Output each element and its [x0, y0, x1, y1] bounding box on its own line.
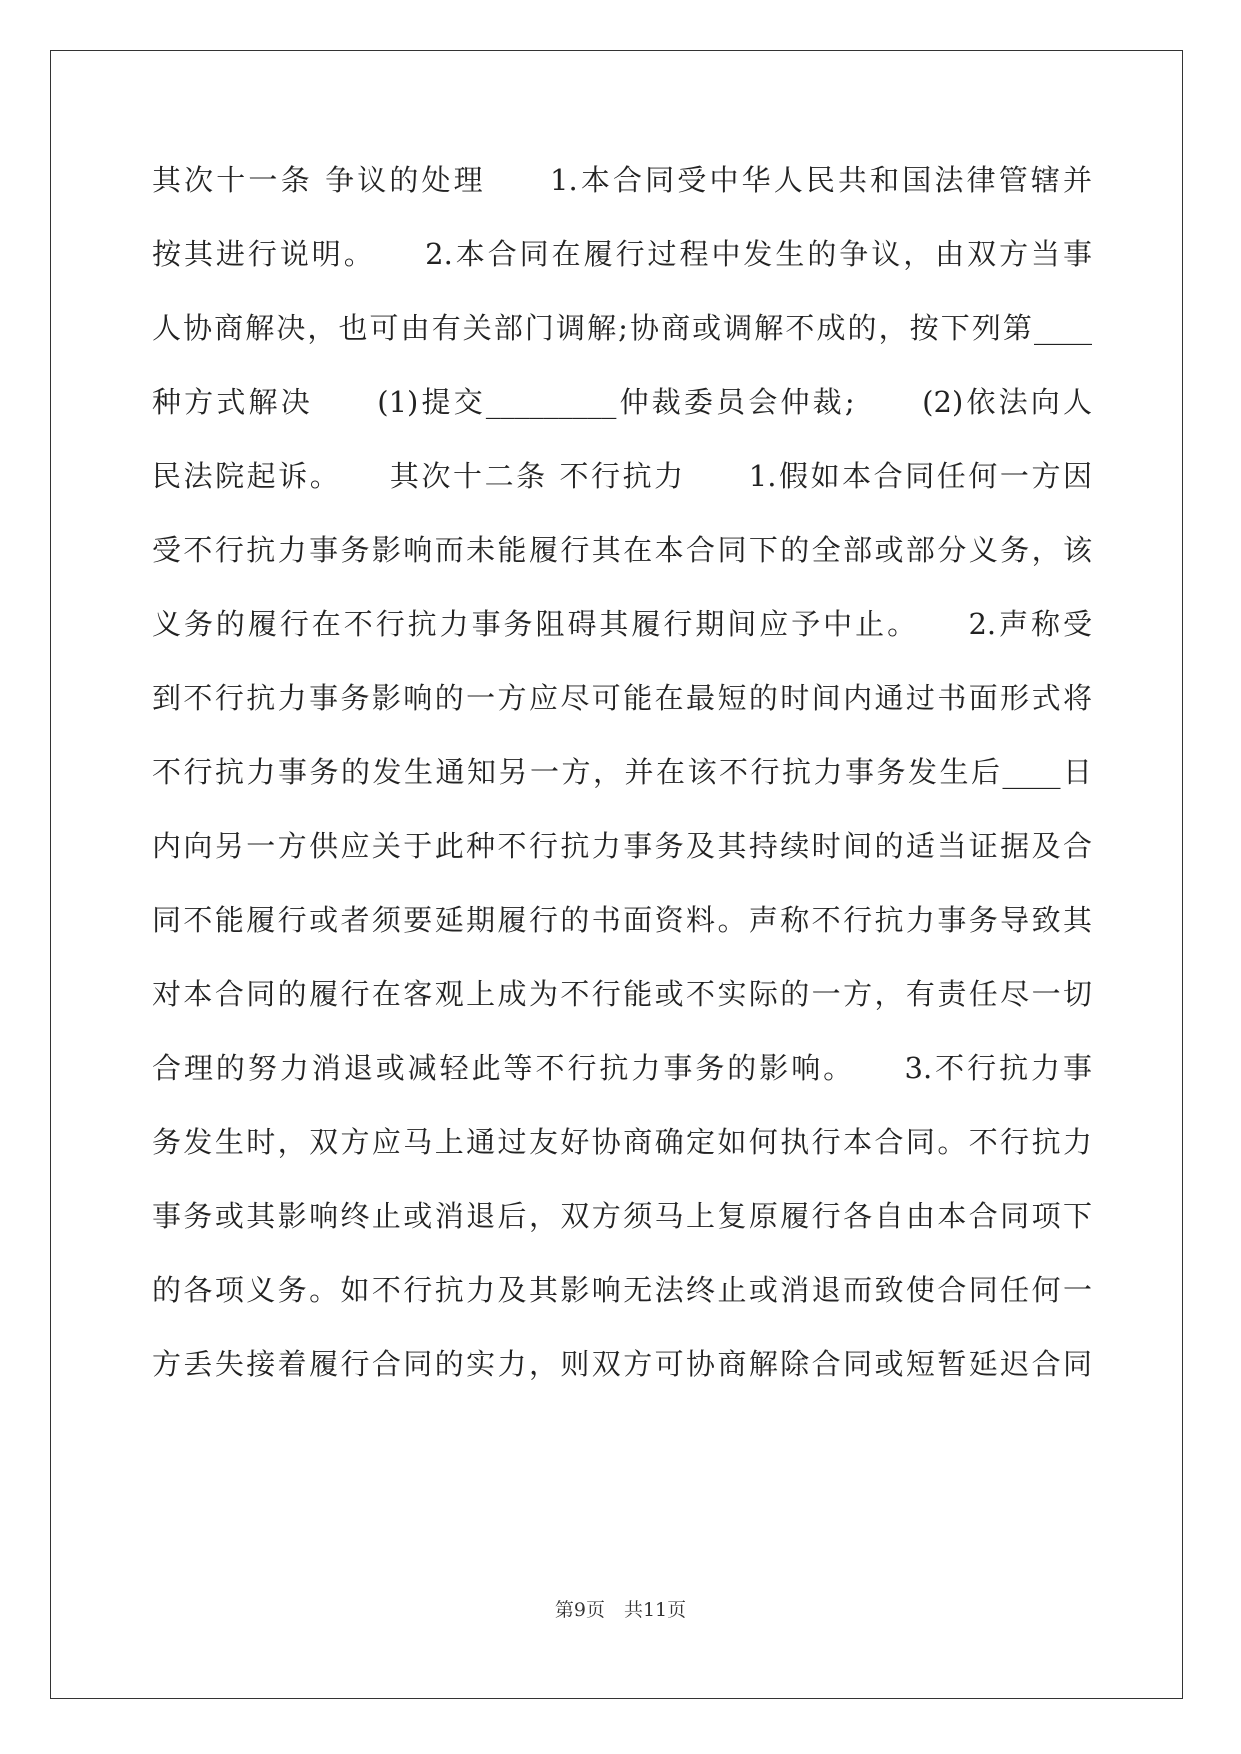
text-line: 其次十一条 争议的处理 1.本合同受中华人民共和国法律管辖并	[152, 163, 1092, 197]
text-line: 内向另一方供应关于此种不行抗力事务及其持续时间的适当证据及合	[152, 829, 1092, 863]
text-line: 合理的努力消退或减轻此等不行抗力事务的影响。 3.不行抗力事	[152, 1051, 1092, 1085]
text-line: 务发生时，双方应马上通过友好协商确定如何执行本合同。不行抗力	[152, 1125, 1092, 1159]
text-line: 受不行抗力事务影响而未能履行其在本合同下的全部或部分义务，该	[152, 533, 1092, 567]
text-line: 人协商解决，也可由有关部门调解;协商或调解不成的，按下列第____	[152, 311, 1092, 345]
text-line: 不行抗力事务的发生通知另一方，并在该不行抗力事务发生后____日	[152, 755, 1092, 789]
page-border	[50, 50, 1183, 1699]
text-line: 种方式解决 (1)提交_________仲裁委员会仲裁; (2)依法向人	[152, 385, 1092, 419]
text-line: 按其进行说明。 2.本合同在履行过程中发生的争议，由双方当事	[152, 237, 1092, 271]
text-line: 对本合同的履行在客观上成为不行能或不实际的一方，有责任尽一切	[152, 977, 1092, 1011]
page-number-footer: 第9页 共11页	[554, 1599, 687, 1621]
text-line: 的各项义务。如不行抗力及其影响无法终止或消退而致使合同任何一	[152, 1273, 1092, 1307]
text-line: 民法院起诉。 其次十二条 不行抗力 1.假如本合同任何一方因	[152, 459, 1092, 493]
text-line: 到不行抗力事务影响的一方应尽可能在最短的时间内通过书面形式将	[152, 681, 1092, 715]
text-line: 事务或其影响终止或消退后，双方须马上复原履行各自由本合同项下	[152, 1199, 1092, 1233]
text-line: 同不能履行或者须要延期履行的书面资料。声称不行抗力事务导致其	[152, 903, 1092, 937]
text-line: 义务的履行在不行抗力事务阻碍其履行期间应予中止。 2.声称受	[152, 607, 1092, 641]
text-line: 方丢失接着履行合同的实力，则双方可协商解除合同或短暂延迟合同	[152, 1347, 1092, 1381]
